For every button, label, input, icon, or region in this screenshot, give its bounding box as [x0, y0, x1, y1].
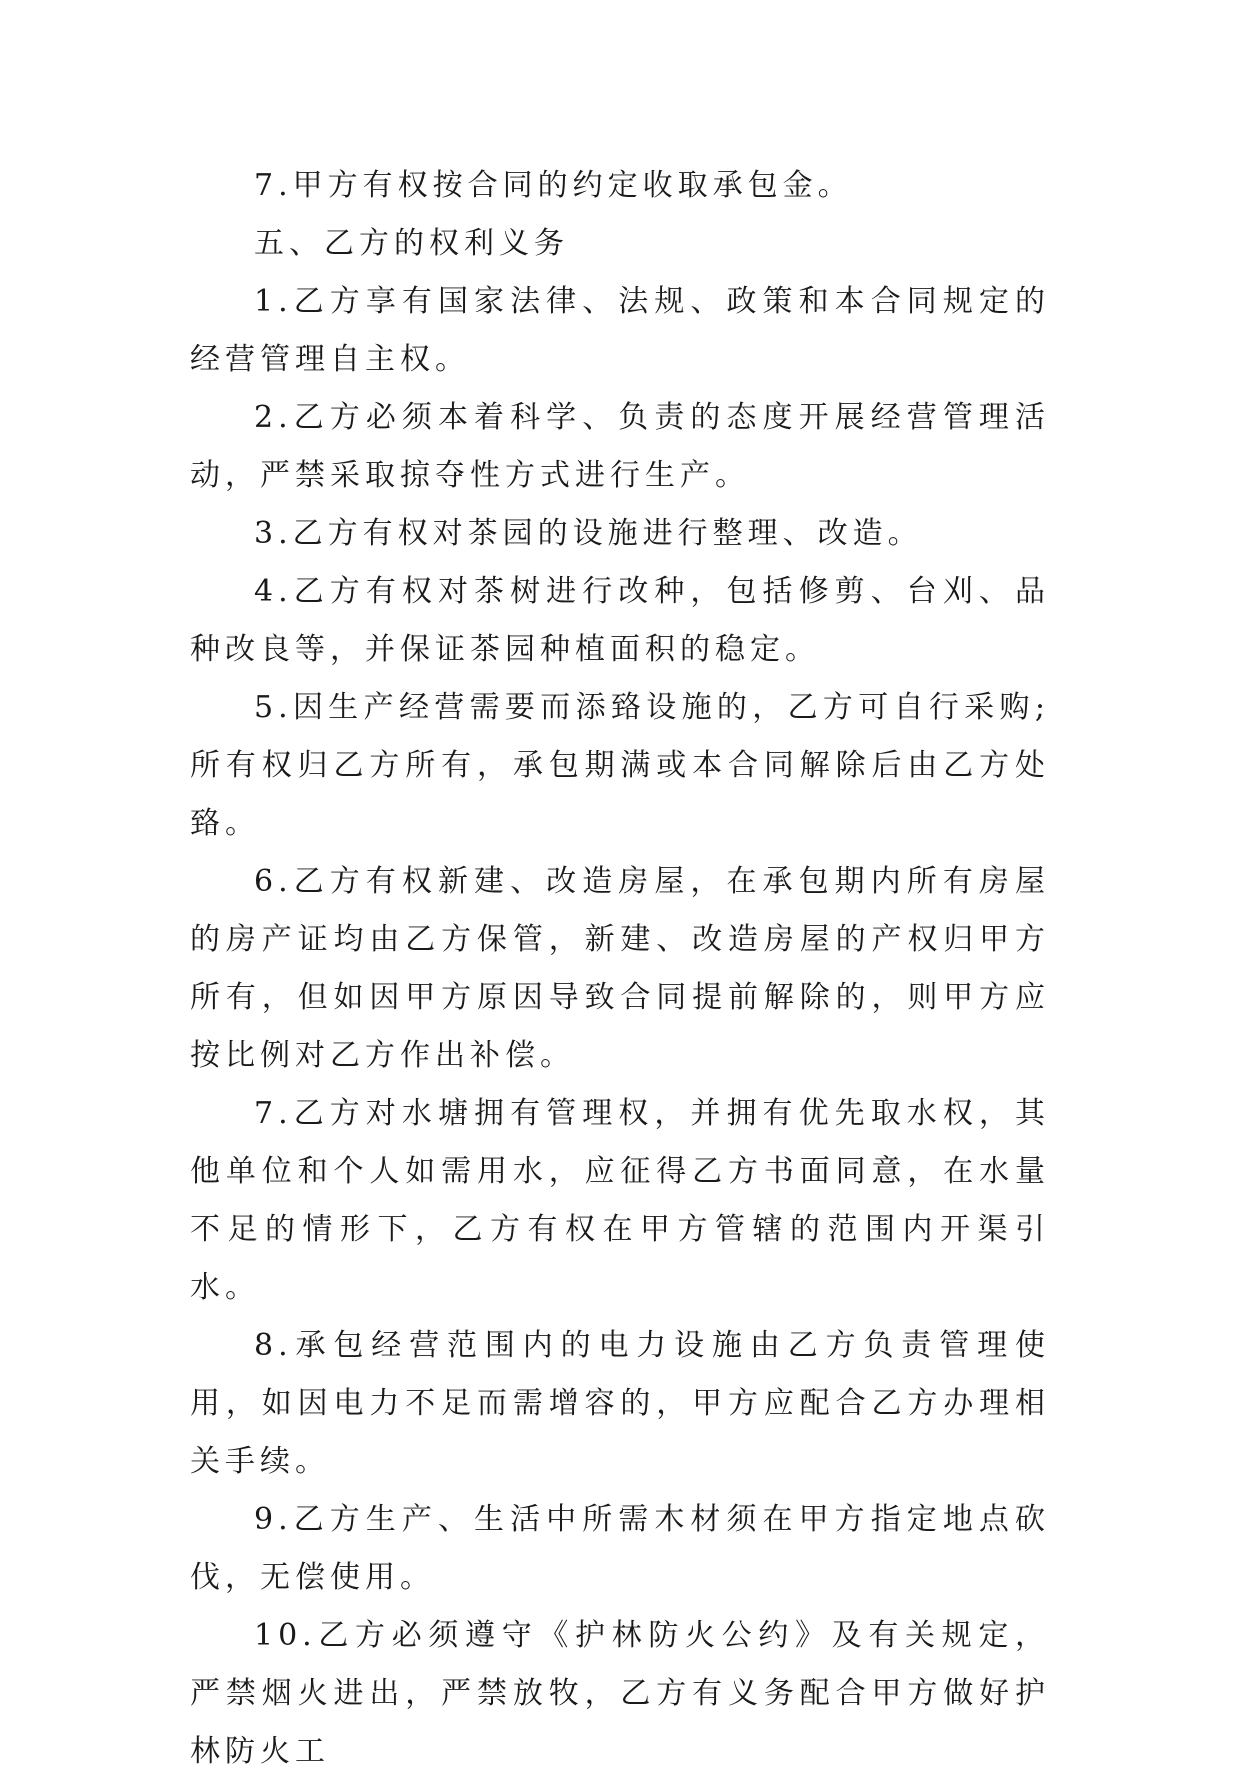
paragraph-clause-5-10: 10.乙方必须遵守《护林防火公约》及有关规定，严禁烟火进出，严禁放牧，乙方有义务配合甲方做好护林防火工 [190, 1618, 1050, 1769]
paragraph-clause-5-7: 7.乙方对水塘拥有管理权，并拥有优先取水权，其他单位和个人如需用水，应征得乙方书面同意，在水量不足的情形下，乙方有权在甲方管辖的范围内开渠引水。 [190, 1096, 1050, 1305]
paragraph-clause-5-4: 4.乙方有权对茶树进行改种，包括修剪、台刈、品种改良等，并保证茶园种植面积的稳定。 [190, 574, 1050, 667]
paragraph-clause-5-8: 8.承包经营范围内的电力设施由乙方负责管理使用，如因电力不足而需增容的，甲方应配合乙方办理相关手续。 [190, 1328, 1050, 1479]
paragraph-clause-5-3: 3.乙方有权对茶园的设施进行整理、改造。 [254, 516, 923, 551]
paragraph-clause-5-1: 1.乙方享有国家法律、法规、政策和本合同规定的经营管理自主权。 [190, 284, 1050, 377]
section-heading-5: 五、乙方的权利义务 [254, 226, 569, 261]
paragraph-clause-5-6: 6.乙方有权新建、改造房屋，在承包期内所有房屋的房产证均由乙方保管，新建、改造房屋的产权归甲方所有，但如因甲方原因导致合同提前解除的，则甲方应按比例对乙方作出补偿。 [190, 864, 1050, 1073]
paragraph-clause-5-5: 5.因生产经营需要而添臵设施的，乙方可自行采购;所有权归乙方所有，承包期满或本合同解除后由乙方处臵。 [190, 690, 1050, 841]
paragraph-clause-5-9: 9.乙方生产、生活中所需木材须在甲方指定地点砍伐，无偿使用。 [190, 1502, 1050, 1595]
paragraph-clause-5-2: 2.乙方必须本着科学、负责的态度开展经营管理活动，严禁采取掠夺性方式进行生产。 [190, 400, 1050, 493]
document-body [190, 157, 1050, 1781]
paragraph-clause-4-7: 7.甲方有权按合同的约定收取承包金。 [254, 168, 853, 203]
